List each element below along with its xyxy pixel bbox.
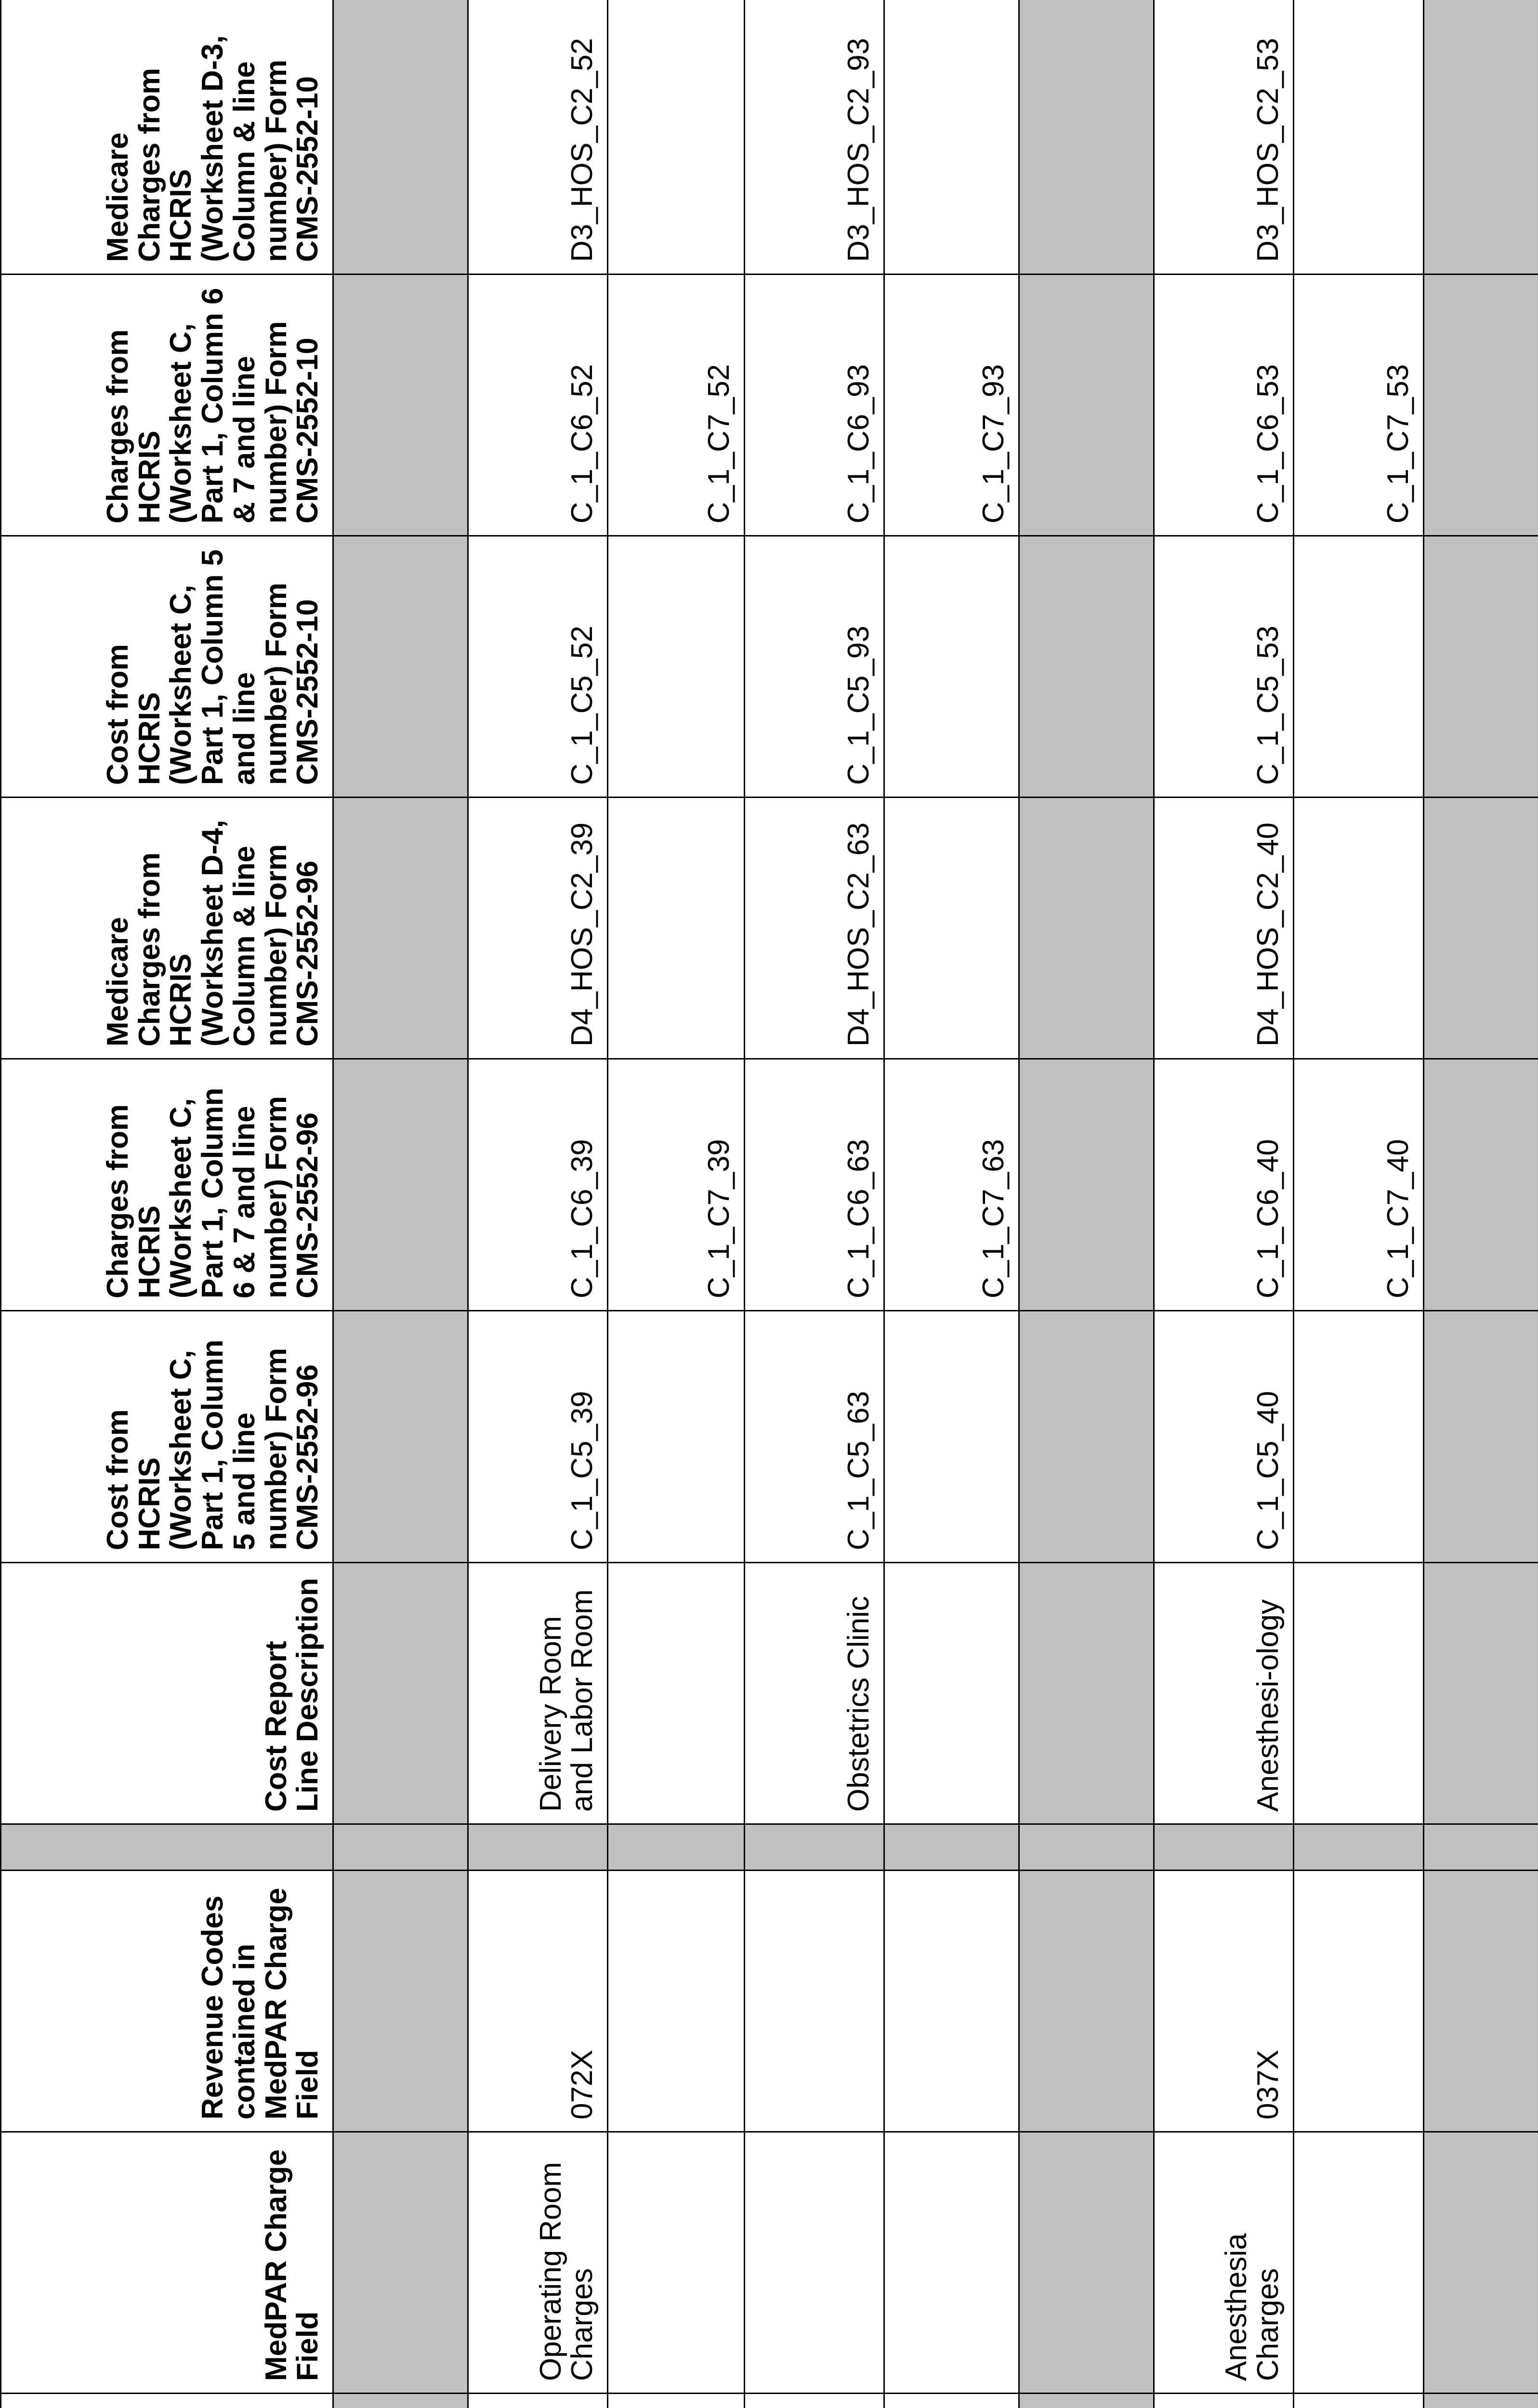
separator-cell (1423, 1059, 1538, 1311)
table-row (608, 0, 745, 2408)
separator-cell (1019, 2132, 1154, 2394)
cost-96-cell: C_1_C5_40 (1154, 1311, 1293, 1563)
cost-10-cell: C_1_C5_93 (744, 536, 884, 798)
medicare-charges-10-cell (1293, 0, 1423, 275)
separator-cell (1423, 1563, 1538, 1824)
charges-96-cell: C_1_C6_63 (744, 1059, 884, 1311)
separator-cell (333, 2394, 468, 2408)
cost-center-group-cell (468, 2394, 608, 2408)
cost-10-cell: C_1_C5_52 (468, 536, 608, 798)
separator-cell (333, 2132, 468, 2394)
cost-96-cell (608, 1311, 745, 1563)
cost-10-cell (884, 536, 1019, 798)
cost-report-line-cell (1293, 1563, 1423, 1824)
cost-96-cell (884, 1311, 1019, 1563)
header-row (1, 0, 333, 2408)
medicare-charges-96-cell (884, 798, 1019, 1059)
cost-center-group-cell (1293, 2394, 1423, 2408)
shaded-separator-row (1423, 0, 1538, 2408)
separator-cell (1423, 1871, 1538, 2132)
header-charges-10: Charges from HCRIS (Worksheet C, Part 1, Column 6 & 7 and line number) Form CMS-2552-10 (1, 275, 333, 536)
header-revenue-codes: Revenue Codes contained in MedPAR Charge Field (1, 1871, 333, 2132)
header-medicare-charges-10: Medicare Charges from HCRIS (Worksheet D-3, Column & line number) Form CMS-2552-10 (1, 0, 333, 275)
separator-cell (1019, 1871, 1154, 2132)
separator-cell (333, 1059, 468, 1311)
separator-cell (1019, 798, 1154, 1059)
cost-96-cell: C_1_C5_63 (744, 1311, 884, 1563)
table-row (468, 0, 608, 2408)
medpar-charge-field-cell (608, 2132, 745, 2394)
separator-cell (333, 1563, 468, 1824)
separator-cell (1423, 536, 1538, 798)
charges-96-cell: C_1_C6_39 (468, 1059, 608, 1311)
shaded-separator-row (333, 0, 468, 2408)
spacer-cell (1154, 1824, 1293, 1871)
medpar-charge-field-cell (884, 2132, 1019, 2394)
medicare-charges-96-cell (608, 798, 745, 1059)
separator-cell (333, 275, 468, 536)
separator-cell (333, 1871, 468, 2132)
medpar-charge-field-cell: Anesthesia Charges (1154, 2132, 1293, 2394)
medicare-charges-10-cell (608, 0, 745, 275)
shaded-separator-row (1019, 0, 1154, 2408)
cost-center-group-cell (884, 2394, 1019, 2408)
charges-10-cell: C_1_C7_52 (608, 275, 745, 536)
cost-report-line-cell: Obstetrics Clinic (744, 1563, 884, 1824)
separator-cell (1423, 2132, 1538, 2394)
separator-cell (1019, 0, 1154, 275)
separator-cell (1423, 0, 1538, 275)
cost-report-line-cell: Delivery Room and Labor Room (468, 1563, 608, 1824)
medpar-charge-field-cell (744, 2132, 884, 2394)
separator-cell (333, 1311, 468, 1563)
medicare-charges-96-cell: D4_HOS_C2_40 (1154, 798, 1293, 1059)
charges-96-cell: C_1_C7_39 (608, 1059, 745, 1311)
cost-center-group-cell (744, 2394, 884, 2408)
separator-cell (1019, 1311, 1154, 1563)
separator-cell (1019, 1824, 1154, 1871)
separator-cell (333, 798, 468, 1059)
medpar-charge-field-cell: Operating Room Charges (468, 2132, 608, 2394)
header-spacer-column (1, 1824, 333, 1871)
cost-report-line-cell (884, 1563, 1019, 1824)
separator-cell (1423, 275, 1538, 536)
separator-cell (1019, 2394, 1154, 2408)
revenue-codes-cell (1293, 1871, 1423, 2132)
medicare-charges-10-cell: D3_HOS_C2_53 (1154, 0, 1293, 275)
medpar-charge-field-cell (1293, 2132, 1423, 2394)
separator-cell (1423, 1824, 1538, 1871)
table-row (1293, 0, 1423, 2408)
cost-report-line-cell (608, 1563, 745, 1824)
revenue-codes-cell (744, 1871, 884, 2132)
charges-10-cell: C_1_C7_93 (884, 275, 1019, 536)
medicare-charges-10-cell: D3_HOS_C2_93 (744, 0, 884, 275)
separator-cell (333, 1824, 468, 1871)
separator-cell (1423, 798, 1538, 1059)
cost-96-cell: C_1_C5_39 (468, 1311, 608, 1563)
separator-cell (1019, 536, 1154, 798)
medicare-charges-96-cell (1293, 798, 1423, 1059)
charges-96-cell: C_1_C7_63 (884, 1059, 1019, 1311)
table-row (1154, 0, 1293, 2408)
medicare-charges-10-cell (884, 0, 1019, 275)
table-row (744, 0, 884, 2408)
header-medpar-charge-field: MedPAR Charge Field (1, 2132, 333, 2394)
spacer-cell (608, 1824, 745, 1871)
separator-cell (1019, 1563, 1154, 1824)
charges-10-cell: C_1_C6_52 (468, 275, 608, 536)
header-charges-96: Charges from HCRIS (Worksheet C, Part 1, Column 6 & 7 and line number) Form CMS-2552-96 (1, 1059, 333, 1311)
revenue-codes-cell (608, 1871, 745, 2132)
header-cost-10: Cost from HCRIS (Worksheet C, Part 1, Column 5 and line number) Form CMS-2552-10 (1, 536, 333, 798)
medicare-charges-10-cell: D3_HOS_C2_52 (468, 0, 608, 275)
charges-10-cell: C_1_C6_93 (744, 275, 884, 536)
table-row (884, 0, 1019, 2408)
revenue-codes-cell (884, 1871, 1019, 2132)
charges-10-cell: C_1_C6_53 (1154, 275, 1293, 536)
revenue-codes-cell: 037X (1154, 1871, 1293, 2132)
header-cost-report-line: Cost Report Line Description (1, 1563, 333, 1824)
separator-cell (333, 536, 468, 798)
cost-96-cell (1293, 1311, 1423, 1563)
charges-96-cell: C_1_C6_40 (1154, 1059, 1293, 1311)
charges-10-cell: C_1_C7_53 (1293, 275, 1423, 536)
cost-center-group-cell (1154, 2394, 1293, 2408)
spacer-cell (884, 1824, 1019, 1871)
charges-96-cell: C_1_C7_40 (1293, 1059, 1423, 1311)
medicare-charges-96-cell: D4_HOS_C2_39 (468, 798, 608, 1059)
spacer-cell (468, 1824, 608, 1871)
spacer-cell (1293, 1824, 1423, 1871)
separator-cell (1423, 2394, 1538, 2408)
cost-10-cell (608, 536, 745, 798)
revenue-codes-cell: 072X (468, 1871, 608, 2132)
separator-cell (333, 0, 468, 275)
spacer-cell (744, 1824, 884, 1871)
cost-10-cell: C_1_C5_53 (1154, 536, 1293, 798)
separator-cell (1423, 1311, 1538, 1563)
header-medicare-charges-96: Medicare Charges from HCRIS (Worksheet D-4, Column & line number) Form CMS-2552-96 (1, 798, 333, 1059)
header-cost-96: Cost from HCRIS (Worksheet C, Part 1, Column 5 and line number) Form CMS-2552-96 (1, 1311, 333, 1563)
separator-cell (1019, 275, 1154, 536)
medicare-charges-96-cell: D4_HOS_C2_63 (744, 798, 884, 1059)
cost-center-group-cell (608, 2394, 745, 2408)
separator-cell (1019, 1059, 1154, 1311)
header-cost-center-group (1, 2394, 333, 2408)
cost-10-cell (1293, 536, 1423, 798)
cost-report-line-cell: Anesthesi-ology (1154, 1563, 1293, 1824)
